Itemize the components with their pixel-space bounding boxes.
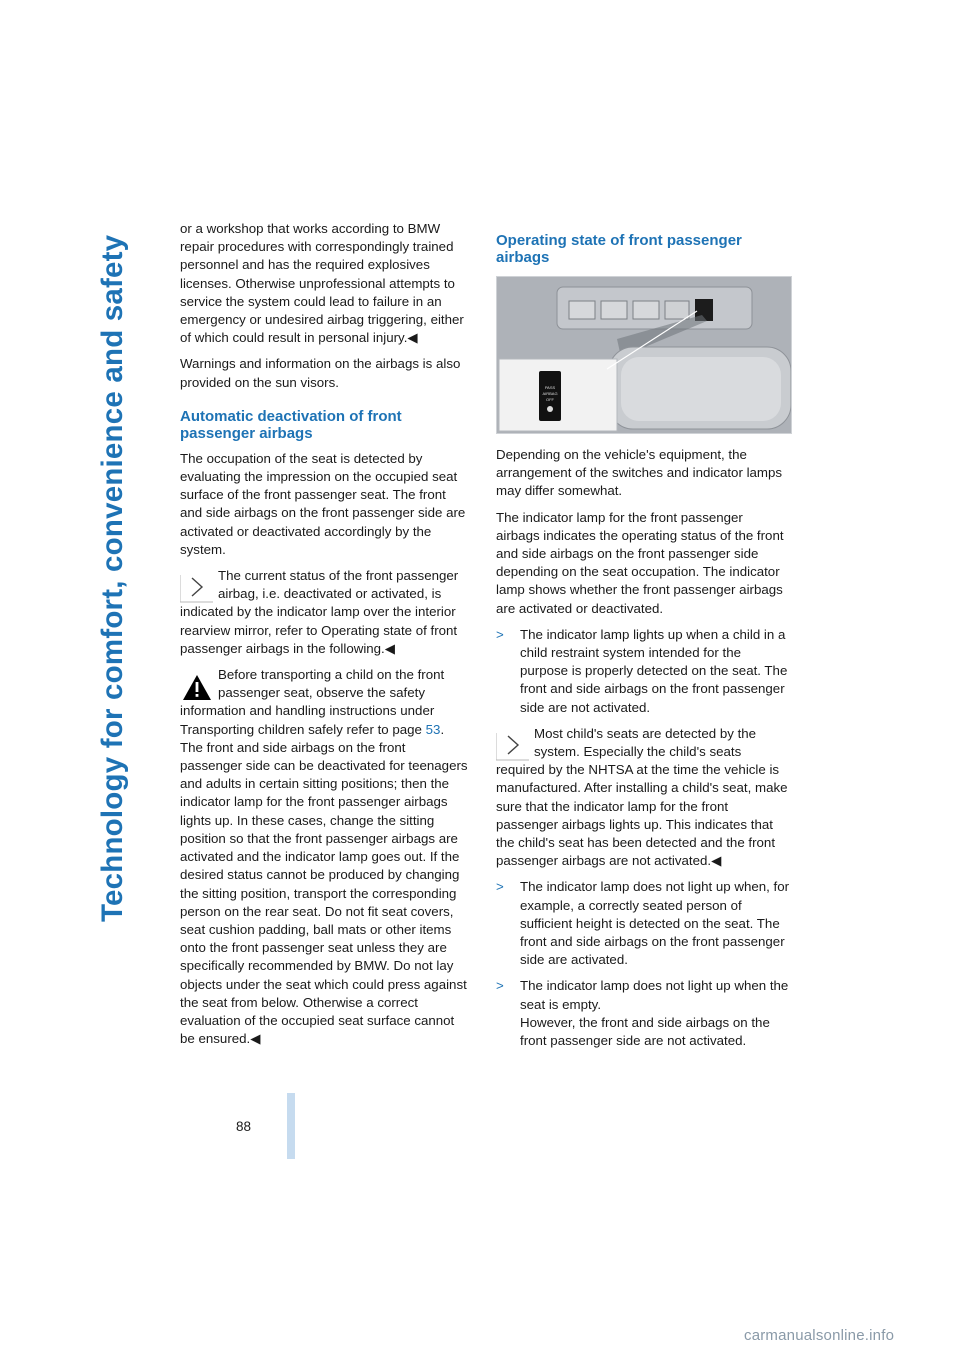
svg-text:PASS: PASS bbox=[544, 385, 556, 390]
paragraph-deactivation-teenagers: The front and side airbags on the front passenger side can be deactivated for teenagers and adults in certain sitting positions; then the indicator lamp for the front passenger airbags lights up. In these cases, change the sitting position so that the front passenger airbags are activated and the indicator lamp goes out. If the desired status cannot be produced by changing the sitting position, transport the corresponding person on the rear seat. Do not fit seat covers, seat cushion padding, ball mats or other items onto the front passenger seat unless they are specifically recommended by BMW. Do not lay objects under the seat which could press against the seat from below. Otherwise a correct evaluation of the occupied seat surface cannot be ensured.◀ bbox=[180, 739, 468, 1047]
note-arrow-icon bbox=[180, 569, 214, 603]
side-chapter-title bbox=[98, 22, 158, 922]
paragraph-equipment: Depending on the vehicle's equipment, the arrangement of the switches and indicator lamps may differ somewhat. bbox=[496, 447, 783, 499]
bullet-marker: > bbox=[496, 626, 504, 642]
bullet-marker: > bbox=[496, 879, 504, 895]
warning-end: . bbox=[440, 721, 445, 737]
watermark: carmanualsonline.info bbox=[744, 1327, 895, 1344]
bullet-seat-empty-note: However, the front and side airbags on the front passenger side are not activated. bbox=[520, 1014, 770, 1049]
footer-bar bbox=[287, 1093, 295, 1159]
paragraph-seat-detection: The occupation of the seat is detected by evaluating the impression on the occupied seat surface of the front passenger seat. The front and side airbags on the front passenger side are activated or deactivated accordingly by the system. bbox=[180, 450, 466, 557]
note-arrow-icon bbox=[496, 727, 530, 761]
note-current-status-text: The current status of the front passenger airbag, i.e. deactivated or activated, is indicated by the indicator lamp over the interior rearview mirror, refer to Operating state of front passenger airbags in the following.◀ bbox=[180, 568, 459, 656]
svg-text:AIRBAG: AIRBAG bbox=[542, 391, 558, 396]
paragraph-workshop: or a workshop that works according to BMW repair procedures with correspondingly trained personnel and has the required explosives licenses. Otherwise unprofessional attempts to service the system could lead to failure in an emergency or undesired airbag triggering, either of which could result in personal injury.◀ bbox=[180, 221, 464, 346]
note-current-status bbox=[180, 567, 468, 658]
bullet-child-detected bbox=[496, 626, 790, 717]
bullet-marker: > bbox=[496, 978, 504, 994]
paragraph-sun-visor: Warnings and information on the airbags is also provided on the sun visors. bbox=[180, 356, 461, 390]
note-child-seats bbox=[496, 725, 790, 871]
svg-text:OFF: OFF bbox=[546, 397, 554, 402]
page-reference-link[interactable]: 53 bbox=[425, 721, 441, 737]
heading-operating-state: Operating state of front passenger airbags bbox=[496, 232, 742, 266]
paragraph-indicator-lamp: The indicator lamp for the front passenger airbags indicates the operating status of the front and side airbags on the front passenger side depending on the seat occupation. The indicator lamp shows whether the front passenger airbags are activated or deactivated. bbox=[496, 509, 784, 616]
bullet-adult-detected bbox=[496, 878, 790, 969]
warning-child-transport bbox=[180, 666, 468, 739]
chapter-title-text: Technology for comfort, convenience and safety bbox=[96, 234, 129, 922]
warning-triangle-icon bbox=[180, 668, 214, 702]
right-column bbox=[496, 232, 790, 1058]
heading-automatic-deactivation: Automatic deactivation of front passenger airbags bbox=[180, 407, 402, 442]
bullet-child-detected-text: The indicator lamp lights up when a child in a child restraint system intended for the purpose is properly detected on the seat. The front and side airbags on the front passenger side are not activated. bbox=[520, 626, 788, 715]
warning-text: Before transporting a child on the front passenger seat, observe the safety information and handling instructions under Transporting children safely refer to page bbox=[180, 667, 445, 737]
indicator-lamp-photo bbox=[496, 276, 792, 434]
page-number: 88 bbox=[236, 1119, 252, 1134]
bullet-adult-detected-text: The indicator lamp does not light up when, for example, a correctly seated person of sufficient height is detected on the seat. The front and side airbags on the front passenger side are activated. bbox=[520, 879, 790, 968]
rearview-mirror-illustration bbox=[497, 277, 791, 433]
bullet-seat-empty-text: The indicator lamp does not light up when the seat is empty. bbox=[520, 978, 789, 1012]
note-child-seats-text: Most child's seats are detected by the system. Especially the child's seats required by the NHTSA at the time the vehicle is manufactured. After installing a child's seat, make sure that the indicator lamp for the front passenger airbags lights up. This indicates that the child's seat has been detected and the front passenger airbags are not activated.◀ bbox=[496, 725, 788, 869]
left-column bbox=[180, 220, 468, 1056]
bullet-seat-empty bbox=[496, 977, 790, 1050]
